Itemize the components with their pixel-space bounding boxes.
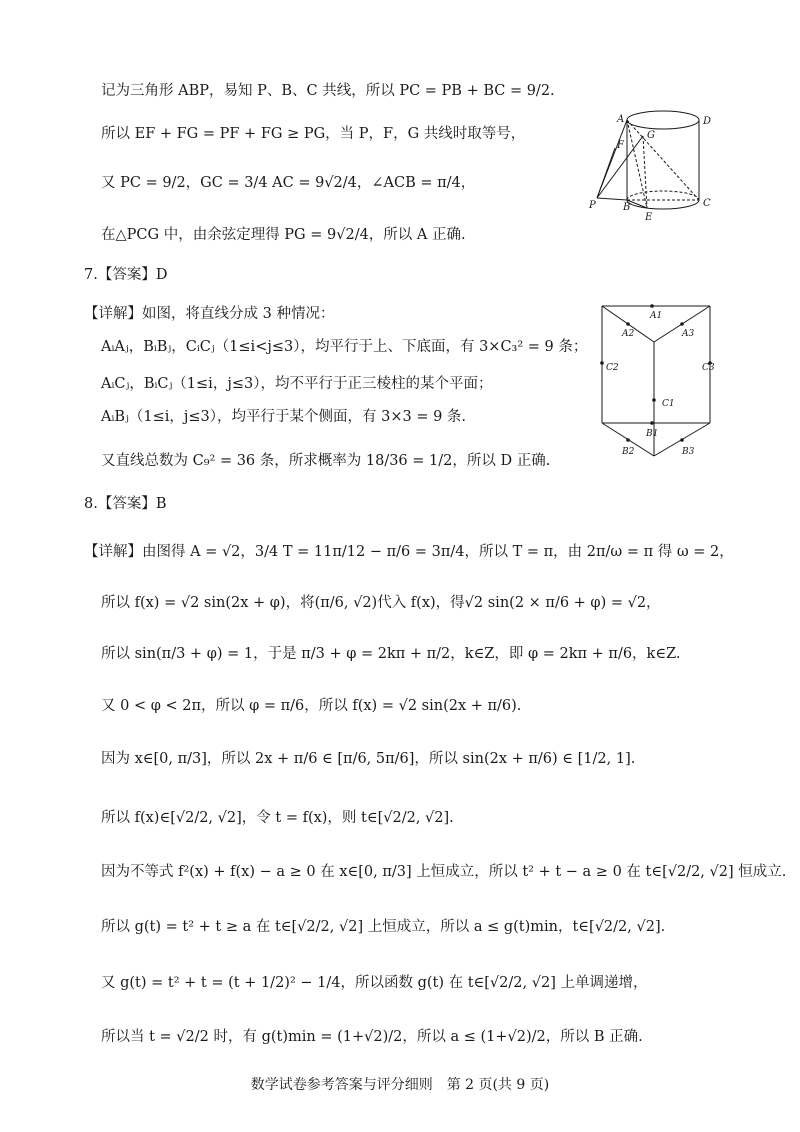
answer-7-heading: 7.【答案】D (84, 267, 168, 283)
line-AE (627, 120, 647, 208)
line-8-9: 又 g(t) = t² + t = (t + 1/2)² − 1/4，所以函数 g(t) 在 t∈[√2/2, √2] 上单调递增， (101, 975, 648, 991)
label-C: C (703, 198, 711, 209)
line-GE (643, 136, 647, 208)
line-2: 所以 EF + FG = PF + FG ≥ PG，当 P，F，G 共线时取等号， (101, 126, 526, 142)
label-C3: C3 (702, 363, 715, 373)
line-7-case-1: AᵢAⱼ，BᵢBⱼ，CᵢCⱼ（1≤i<j≤3），均平行于上、下底面，有 3×C₃² = 9 条； (101, 339, 588, 355)
label-C1: C1 (662, 399, 675, 409)
line-4: 在△PCG 中，由余弦定理得 PG = 9√2/4，所以 A 正确. (101, 227, 466, 243)
line-8-6: 所以 f(x)∈[√2/2, √2]，令 t = f(x)，则 t∈[√2/2, √2]. (101, 810, 454, 826)
label-A1: A1 (650, 311, 663, 321)
cylinder-figure (585, 110, 735, 225)
line-8-detail: 【详解】由图得 A = √2，3/4 T = 11π/12 − π/6 = 3π/4，所以 T = π，由 2π/ω = π 得 ω = 2， (84, 544, 734, 560)
line-7-conclusion: 又直线总数为 C₉² = 36 条，所求概率为 18/36 = 1/2，所以 D 正确. (101, 453, 551, 469)
line-1: 记为三角形 ABP，易知 P、B、C 共线，所以 PC = PB + BC = 9/2. (101, 83, 555, 99)
cylinder-top-ellipse (627, 111, 699, 129)
label-G: G (647, 130, 655, 141)
answer-8-heading: 8.【答案】B (84, 496, 167, 512)
line-8-10: 所以当 t = √2/2 时，有 g(t)min = (1+√2)/2，所以 a ≤ (1+√2)/2，所以 B 正确. (101, 1029, 643, 1045)
label-D: D (703, 116, 712, 127)
line-AC (627, 120, 699, 200)
label-B1: B1 (646, 429, 659, 439)
line-8-3: 所以 sin(π/3 + φ) = 1，于是 π/3 + φ = 2kπ + π/2，k∈Z，即 φ = 2kπ + π/6，k∈Z. (101, 646, 681, 662)
label-A2: A2 (622, 329, 635, 339)
page-footer: 数学试卷参考答案与评分细则 第 2 页(共 9 页) (250, 1077, 550, 1093)
label-C2: C2 (606, 363, 619, 373)
line-8-2: 所以 f(x) = √2 sin(2x + φ)，将(π/6, √2)代入 f(x)，得√2 sin(2 × π/6 + φ) = √2， (101, 595, 661, 611)
label-A: A (617, 114, 625, 125)
label-E: E (645, 212, 653, 223)
line-7-detail: 【详解】如图，将直线分成 3 种情况： (84, 306, 335, 322)
line-8-5: 因为 x∈[0, π/3]，所以 2x + π/6 ∈ [π/6, 5π/6]，所以 sin(2x + π/6) ∈ [1/2, 1]. (101, 751, 636, 767)
line-7-case-3: AᵢBⱼ（1≤i，j≤3），均平行于某个侧面，有 3×3 = 9 条. (101, 409, 467, 425)
line-7-case-2: AᵢCⱼ，BᵢCⱼ（1≤i，j≤3），均不平行于正三棱柱的某个平面； (101, 376, 493, 392)
label-B3: B3 (682, 447, 695, 457)
line-8-7: 因为不等式 f²(x) + f(x) − a ≥ 0 在 x∈[0, π/3] 上恒成立，所以 t² + t − a ≥ 0 在 t∈[√2/2, √2] 恒成立. (101, 864, 787, 880)
label-F: F (617, 140, 624, 151)
line-3: 又 PC = 9/2，GC = 3/4 AC = 9√2/4，∠ACB = π/4， (101, 175, 476, 191)
line-PF (597, 148, 615, 198)
label-P: P (589, 200, 596, 211)
prism-figure (596, 300, 726, 465)
label-B2: B2 (622, 447, 635, 457)
line-PB (597, 198, 627, 200)
label-B: B (623, 202, 631, 213)
label-A3: A3 (682, 329, 695, 339)
line-8-8: 所以 g(t) = t² + t ≥ a 在 t∈[√2/2, √2] 上恒成立，所以 a ≤ g(t)min，t∈[√2/2, √2]. (101, 919, 666, 935)
line-8-4: 又 0 < φ < 2π，所以 φ = π/6，所以 f(x) = √2 sin(2x + π/6). (101, 698, 522, 714)
cylinder-bottom-back (627, 191, 699, 200)
